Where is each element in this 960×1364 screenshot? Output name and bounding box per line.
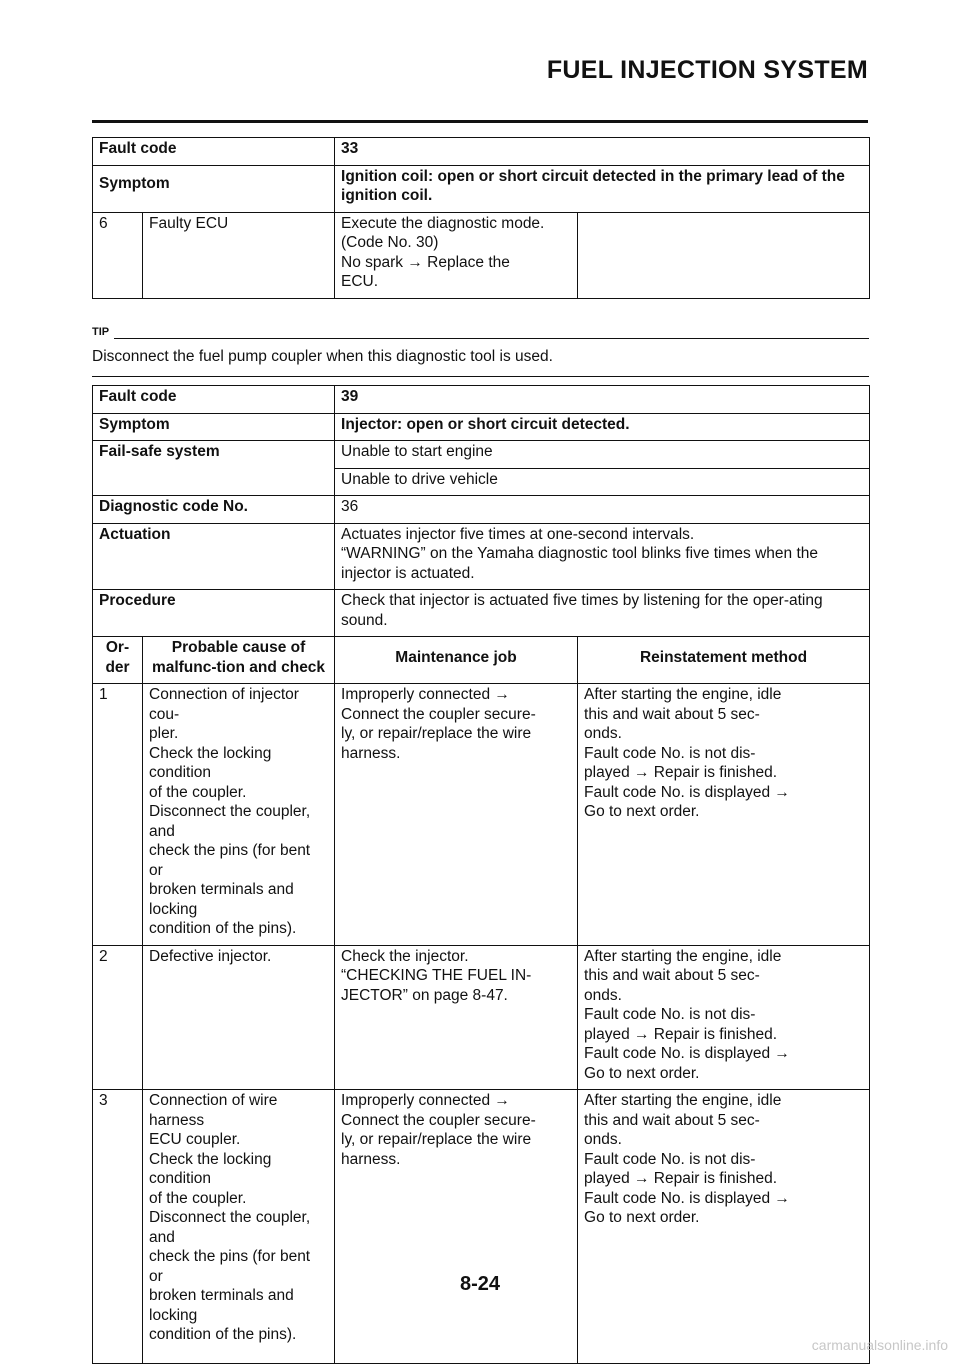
table-row xyxy=(93,1090,870,1364)
table-row xyxy=(93,413,870,441)
cause-line: check the pins (for bent or xyxy=(149,1248,311,1285)
reinstatement-line: onds. xyxy=(584,986,622,1004)
job-line: JECTOR” on page 8-47. xyxy=(341,986,508,1004)
job-line: ly, or repair/replace the wire xyxy=(341,725,532,742)
cause-line: Disconnect the coupler, and xyxy=(149,1209,311,1246)
reinstatement-line: Fault code No. is displayed → xyxy=(584,1045,790,1062)
fault-code-value: 39 xyxy=(335,386,870,414)
column-header-row xyxy=(93,637,870,684)
fault-code-label: Fault code xyxy=(93,386,335,414)
reinstatement-cell xyxy=(578,1090,870,1364)
column-header-order: Or-der xyxy=(93,637,143,684)
reinstatement-line: After starting the engine, idle xyxy=(584,947,782,965)
job-cell xyxy=(335,945,578,1090)
watermark: carmanualsonline.info xyxy=(811,1337,948,1353)
job-cell xyxy=(335,684,578,946)
cause-line: Connection of wire harness xyxy=(149,1092,278,1129)
reinstatement-line: Fault code No. is not dis- xyxy=(584,1150,756,1168)
cause-line: of the coupler. xyxy=(149,783,247,801)
cause-line: Defective injector. xyxy=(149,947,272,965)
actuation-line: “WARNING” on the Yamaha diagnostic tool blinks five times when the injector is actuated. xyxy=(341,545,818,582)
symptom-label: Symptom xyxy=(93,165,335,212)
job-line: Connect the coupler secure- xyxy=(341,1111,536,1129)
job-line: ly, or repair/replace the wire xyxy=(341,1131,532,1148)
diag-code-value: 36 xyxy=(335,496,870,524)
reinstatement-cell xyxy=(578,684,870,946)
cause-cell xyxy=(143,684,335,946)
cause-line: condition of the pins). xyxy=(149,920,297,937)
job-line: harness. xyxy=(341,744,401,762)
header-rule xyxy=(92,120,868,123)
job-line: (Code No. 30) xyxy=(341,234,439,251)
failsafe-value: Unable to start engine xyxy=(335,441,870,469)
tip-rule xyxy=(114,338,869,339)
procedure-value: Check that injector is actuated five times by listening for the oper-ating sound. xyxy=(335,590,870,637)
table-row xyxy=(93,523,870,590)
table-row xyxy=(93,684,870,946)
job-line: Improperly connected → xyxy=(341,1092,510,1109)
table-row xyxy=(93,945,870,1090)
reinstatement-cell xyxy=(578,945,870,1090)
job-line: “CHECKING THE FUEL IN- xyxy=(341,967,532,984)
reinstatement-cell xyxy=(578,212,870,298)
fault-code-value: 33 xyxy=(335,138,870,166)
cause-line: ECU coupler. xyxy=(149,1131,241,1148)
tip-text: Disconnect the fuel pump coupler when this diagnostic tool is used. xyxy=(92,348,553,365)
fault-code-label: Fault code xyxy=(93,138,335,166)
page-number: 8-24 xyxy=(459,1273,501,1295)
cause-line: Check the locking condition xyxy=(149,1150,272,1187)
reinstatement-line: After starting the engine, idle xyxy=(584,686,782,703)
job-line: Check the injector. xyxy=(341,947,469,965)
procedure-label: Procedure xyxy=(93,590,335,637)
reinstatement-line: onds. xyxy=(584,1131,622,1148)
reinstatement-line: Fault code No. is not dis- xyxy=(584,744,756,762)
symptom-label: Symptom xyxy=(93,413,335,441)
job-cell xyxy=(335,212,578,298)
cause-cell: Faulty ECU xyxy=(143,212,335,298)
reinstatement-line: this and wait about 5 sec- xyxy=(584,967,760,984)
reinstatement-line: Fault code No. is not dis- xyxy=(584,1006,756,1023)
column-header-cause: Probable cause of malfunc-tion and check xyxy=(143,637,335,684)
reinstatement-line: Go to next order. xyxy=(584,1209,700,1226)
cause-line: Disconnect the coupler, and xyxy=(149,803,311,840)
cause-line: Connection of injector cou- xyxy=(149,686,299,723)
table-row xyxy=(93,441,870,469)
reinstatement-line: played → Repair is finished. xyxy=(584,1170,778,1187)
column-header-reinstatement: Reinstatement method xyxy=(578,637,870,684)
diag-code-label: Diagnostic code No. xyxy=(93,496,335,524)
cause-cell xyxy=(143,1090,335,1364)
order-cell: 2 xyxy=(93,945,143,1090)
table-body xyxy=(93,684,870,1364)
job-line: Execute the diagnostic mode. xyxy=(341,214,545,232)
table-row xyxy=(93,212,870,298)
tip-bottom-rule xyxy=(92,376,869,377)
reinstatement-line: onds. xyxy=(584,725,622,742)
reinstatement-line: played → Repair is finished. xyxy=(584,1025,778,1043)
table-row xyxy=(93,165,870,212)
reinstatement-line: this and wait about 5 sec- xyxy=(584,705,760,723)
fault-table-39 xyxy=(92,385,870,1364)
reinstatement-line: After starting the engine, idle xyxy=(584,1092,782,1109)
cause-line: condition of the pins). xyxy=(149,1326,297,1343)
page-title: FUEL INJECTION SYSTEM xyxy=(546,56,868,84)
tip-label: TIP xyxy=(92,326,110,338)
actuation-label: Actuation xyxy=(93,523,335,590)
job-line: harness. xyxy=(341,1150,401,1168)
job-line: ECU. xyxy=(341,273,379,290)
order-cell: 1 xyxy=(93,684,143,946)
job-line: Connect the coupler secure- xyxy=(341,705,536,723)
order-cell: 3 xyxy=(93,1090,143,1364)
cause-line: of the coupler. xyxy=(149,1189,247,1207)
table-row xyxy=(93,138,870,166)
cause-line: Check the locking condition xyxy=(149,744,272,781)
reinstatement-line: Fault code No. is displayed → xyxy=(584,783,790,801)
actuation-line: Actuates injector five times at one-second intervals. xyxy=(341,525,695,543)
actuation-value xyxy=(335,523,870,590)
reinstatement-line: played → Repair is finished. xyxy=(584,764,778,781)
order-cell: 6 xyxy=(93,212,143,298)
cause-line: broken terminals and locking xyxy=(149,881,294,918)
symptom-value: Ignition coil: open or short circuit detected in the primary lead of the ignition coil. xyxy=(335,165,870,212)
cause-line: check the pins (for bent or xyxy=(149,842,311,879)
reinstatement-line: Fault code No. is displayed → xyxy=(584,1189,790,1207)
cause-line: broken terminals and locking xyxy=(149,1287,294,1324)
cause-cell xyxy=(143,945,335,1090)
reinstatement-line: this and wait about 5 sec- xyxy=(584,1111,760,1129)
failsafe-value: Unable to drive vehicle xyxy=(335,468,870,496)
table-row xyxy=(93,386,870,414)
reinstatement-line: Go to next order. xyxy=(584,803,700,820)
failsafe-label: Fail-safe system xyxy=(93,441,335,496)
cause-line: pler. xyxy=(149,725,179,742)
table-row xyxy=(93,590,870,637)
job-line: Improperly connected → xyxy=(341,686,510,703)
symptom-value: Injector: open or short circuit detected. xyxy=(335,413,870,441)
column-header-job: Maintenance job xyxy=(335,637,578,684)
table-row xyxy=(93,496,870,524)
job-line: No spark → Replace the xyxy=(341,253,510,271)
reinstatement-line: Go to next order. xyxy=(584,1064,700,1082)
fault-table-33 xyxy=(92,137,870,299)
job-cell xyxy=(335,1090,578,1364)
